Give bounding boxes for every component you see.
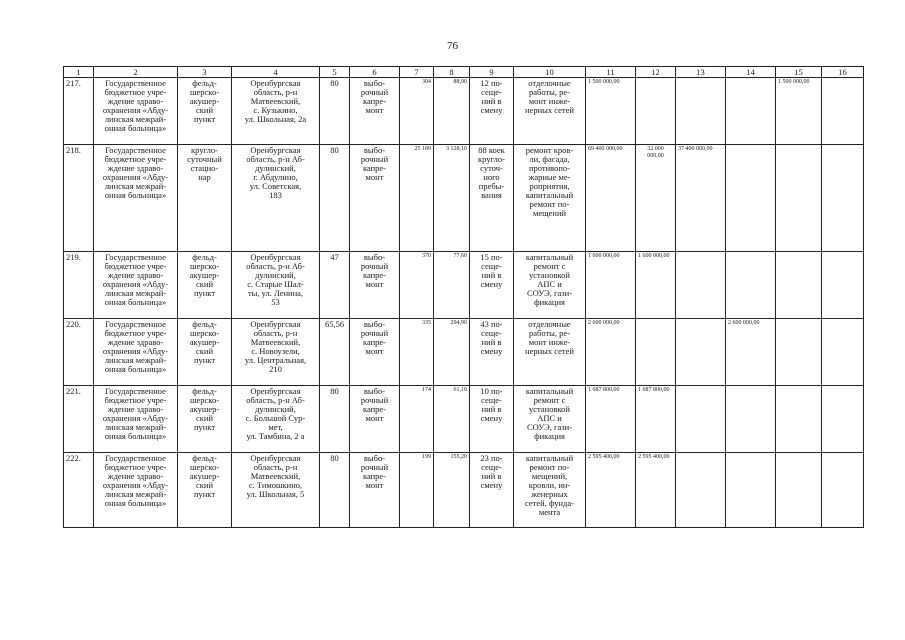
amount-col13-cell bbox=[676, 319, 726, 386]
facility-type-cell: фельд- шерско- акушер- ский пункт bbox=[178, 252, 232, 319]
amount-col14-cell bbox=[726, 386, 776, 453]
facility-repair-table bbox=[63, 66, 864, 528]
col7-cell: 199 bbox=[400, 453, 434, 528]
facility-type-cell: фельд- шерско- акушер- ский пункт bbox=[178, 319, 232, 386]
col7-cell: 25 189 bbox=[400, 145, 434, 252]
header-cell: 6 bbox=[350, 67, 400, 78]
row-number: 221. bbox=[64, 386, 94, 453]
col8-cell: 61,10 bbox=[434, 386, 470, 453]
amount-col13-cell bbox=[676, 78, 726, 145]
header-cell: 12 bbox=[636, 67, 676, 78]
col8-cell: 88,90 bbox=[434, 78, 470, 145]
amount-col13-cell bbox=[676, 386, 726, 453]
header-cell: 13 bbox=[676, 67, 726, 78]
institution-cell: Государственное бюджетное учре- ждение здраво- охранения «Абду- линская межрай- онная больница» bbox=[94, 252, 178, 319]
address-cell: Оренбургская область, р-н Матвеевский, с. Новоузели, ул. Центральная, 210 bbox=[232, 319, 320, 386]
capacity-cell: 43 по- сеще- ний в смену bbox=[470, 319, 514, 386]
amount-col14-cell bbox=[726, 252, 776, 319]
col8-cell: 3 128,10 bbox=[434, 145, 470, 252]
amount-col16-cell bbox=[822, 319, 864, 386]
row-number: 219. bbox=[64, 252, 94, 319]
col5-cell: 80 bbox=[320, 386, 350, 453]
amount-col15-cell bbox=[776, 386, 822, 453]
works-cell: капитальный ремонт по- мещений, кровли, ин- женерных сетей, фунда- мента bbox=[514, 453, 586, 528]
page-number: 76 bbox=[447, 40, 458, 52]
amount-col13-cell: 37 400 000,00 bbox=[676, 145, 726, 252]
header-cell: 11 bbox=[586, 67, 636, 78]
amount-total-cell: 69 400 000,00 bbox=[586, 145, 636, 252]
institution-cell: Государственное бюджетное учре- ждение здраво- охранения «Абду- линская межрай- онная больница» bbox=[94, 453, 178, 528]
col7-cell: 174 bbox=[400, 386, 434, 453]
amount-col12-cell: 2 595 400,00 bbox=[636, 453, 676, 528]
amount-total-cell: 2 600 000,00 bbox=[586, 319, 636, 386]
repair-kind-cell: выбо- рочный капре- монт bbox=[350, 252, 400, 319]
header-cell: 14 bbox=[726, 67, 776, 78]
amount-col16-cell bbox=[822, 453, 864, 528]
col5-cell: 80 bbox=[320, 145, 350, 252]
amount-total-cell: 2 595 400,00 bbox=[586, 453, 636, 528]
header-cell: 10 bbox=[514, 67, 586, 78]
col7-cell: 370 bbox=[400, 252, 434, 319]
col5-cell: 65,56 bbox=[320, 319, 350, 386]
works-cell: капитальный ремонт с установкой АПС и СОУЭ, гази- фикация bbox=[514, 386, 586, 453]
works-cell: отделочные работы, ре- монт инже- нерных сетей bbox=[514, 319, 586, 386]
header-cell: 8 bbox=[434, 67, 470, 78]
col8-cell: 77,60 bbox=[434, 252, 470, 319]
repair-kind-cell: выбо- рочный капре- монт bbox=[350, 78, 400, 145]
amount-col12-cell bbox=[636, 319, 676, 386]
amount-col15-cell bbox=[776, 145, 822, 252]
capacity-cell: 15 по- сеще- ний в смену bbox=[470, 252, 514, 319]
table-row bbox=[64, 319, 864, 386]
col5-cell: 80 bbox=[320, 453, 350, 528]
header-cell: 4 bbox=[232, 67, 320, 78]
repair-kind-cell: выбо- рочный капре- монт bbox=[350, 319, 400, 386]
address-cell: Оренбургская область, р-н Аб- дулинский, с. Большой Сур- мет, ул. Тамбина, 2 а bbox=[232, 386, 320, 453]
address-cell: Оренбургская область, р-н Аб- дулинский, с. Старые Шал- ты, ул. Ленина, 53 bbox=[232, 252, 320, 319]
repair-kind-cell: выбо- рочный капре- монт bbox=[350, 453, 400, 528]
capacity-cell: 88 коек кругло- суточ- ного пребы- вания bbox=[470, 145, 514, 252]
col8-cell: 294,90 bbox=[434, 319, 470, 386]
table-body bbox=[64, 67, 864, 528]
table-row bbox=[64, 145, 864, 252]
amount-col12-cell bbox=[636, 78, 676, 145]
institution-cell: Государственное бюджетное учре- ждение здраво- охранения «Абду- линская межрай- онная больница» bbox=[94, 78, 178, 145]
amount-col15-cell bbox=[776, 319, 822, 386]
amount-col16-cell bbox=[822, 252, 864, 319]
amount-col15-cell: 1 500 000,00 bbox=[776, 78, 822, 145]
amount-col16-cell bbox=[822, 145, 864, 252]
header-cell: 3 bbox=[178, 67, 232, 78]
header-cell: 2 bbox=[94, 67, 178, 78]
amount-total-cell: 1 687 800,00 bbox=[586, 386, 636, 453]
amount-col15-cell bbox=[776, 453, 822, 528]
col5-cell: 80 bbox=[320, 78, 350, 145]
amount-col16-cell bbox=[822, 386, 864, 453]
address-cell: Оренбургская область, р-н Матвеевский, с. Кузькино, ул. Школьная, 2а bbox=[232, 78, 320, 145]
amount-col13-cell bbox=[676, 453, 726, 528]
amount-total-cell: 1 600 000,00 bbox=[586, 252, 636, 319]
row-number: 217. bbox=[64, 78, 94, 145]
col5-cell: 47 bbox=[320, 252, 350, 319]
header-row bbox=[64, 67, 864, 78]
amount-col14-cell bbox=[726, 78, 776, 145]
facility-type-cell: кругло- суточный стацио- нар bbox=[178, 145, 232, 252]
col7-cell: 335 bbox=[400, 319, 434, 386]
amount-col12-cell: 32 000 000,00 bbox=[636, 145, 676, 252]
header-cell: 15 bbox=[776, 67, 822, 78]
capacity-cell: 12 по- сеще- ний в смену bbox=[470, 78, 514, 145]
header-cell: 5 bbox=[320, 67, 350, 78]
header-cell: 16 bbox=[822, 67, 864, 78]
header-cell: 9 bbox=[470, 67, 514, 78]
table-row bbox=[64, 386, 864, 453]
amount-col12-cell: 1 600 000,00 bbox=[636, 252, 676, 319]
address-cell: Оренбургская область, р-н Аб- дулинский, г. Абдулино, ул. Советская, 183 bbox=[232, 145, 320, 252]
header-cell: 7 bbox=[400, 67, 434, 78]
capacity-cell: 10 по- сеще- ний в смену bbox=[470, 386, 514, 453]
institution-cell: Государственное бюджетное учре- ждение здраво- охранения «Абду- линская межрай- онная больница» bbox=[94, 319, 178, 386]
table-row bbox=[64, 252, 864, 319]
facility-type-cell: фельд- шерско- акушер- ский пункт bbox=[178, 78, 232, 145]
amount-col14-cell bbox=[726, 453, 776, 528]
header-cell: 1 bbox=[64, 67, 94, 78]
amount-col14-cell: 2 600 000,00 bbox=[726, 319, 776, 386]
row-number: 218. bbox=[64, 145, 94, 252]
amount-col15-cell bbox=[776, 252, 822, 319]
institution-cell: Государственное бюджетное учре- ждение здраво- охранения «Абду- линская межрай- онная больница» bbox=[94, 145, 178, 252]
repair-kind-cell: выбо- рочный капре- монт bbox=[350, 145, 400, 252]
repair-kind-cell: выбо- рочный капре- монт bbox=[350, 386, 400, 453]
table-row bbox=[64, 78, 864, 145]
works-cell: отделочные работы, ре- монт инже- нерных сетей bbox=[514, 78, 586, 145]
col7-cell: 304 bbox=[400, 78, 434, 145]
row-number: 220. bbox=[64, 319, 94, 386]
amount-col14-cell bbox=[726, 145, 776, 252]
works-cell: капитальный ремонт с установкой АПС и СОУЭ, гази- фикация bbox=[514, 252, 586, 319]
col8-cell: 155,20 bbox=[434, 453, 470, 528]
facility-type-cell: фельд- шерско- акушер- ский пункт bbox=[178, 453, 232, 528]
table-row bbox=[64, 453, 864, 528]
works-cell: ремонт кров- ли, фасада, противопо- жарные ме- роприятия, капитальный ремонт по- мещений bbox=[514, 145, 586, 252]
row-number: 222. bbox=[64, 453, 94, 528]
facility-type-cell: фельд- шерско- акушер- ский пункт bbox=[178, 386, 232, 453]
capacity-cell: 23 по- сеще- ний в смену bbox=[470, 453, 514, 528]
amount-col16-cell bbox=[822, 78, 864, 145]
address-cell: Оренбургская область, р-н Матвеевский, с. Тимошкино, ул. Школьная, 5 bbox=[232, 453, 320, 528]
institution-cell: Государственное бюджетное учре- ждение здраво- охранения «Абду- линская межрай- онная больница» bbox=[94, 386, 178, 453]
amount-col13-cell bbox=[676, 252, 726, 319]
amount-col12-cell: 1 687 800,00 bbox=[636, 386, 676, 453]
amount-total-cell: 1 500 000,00 bbox=[586, 78, 636, 145]
